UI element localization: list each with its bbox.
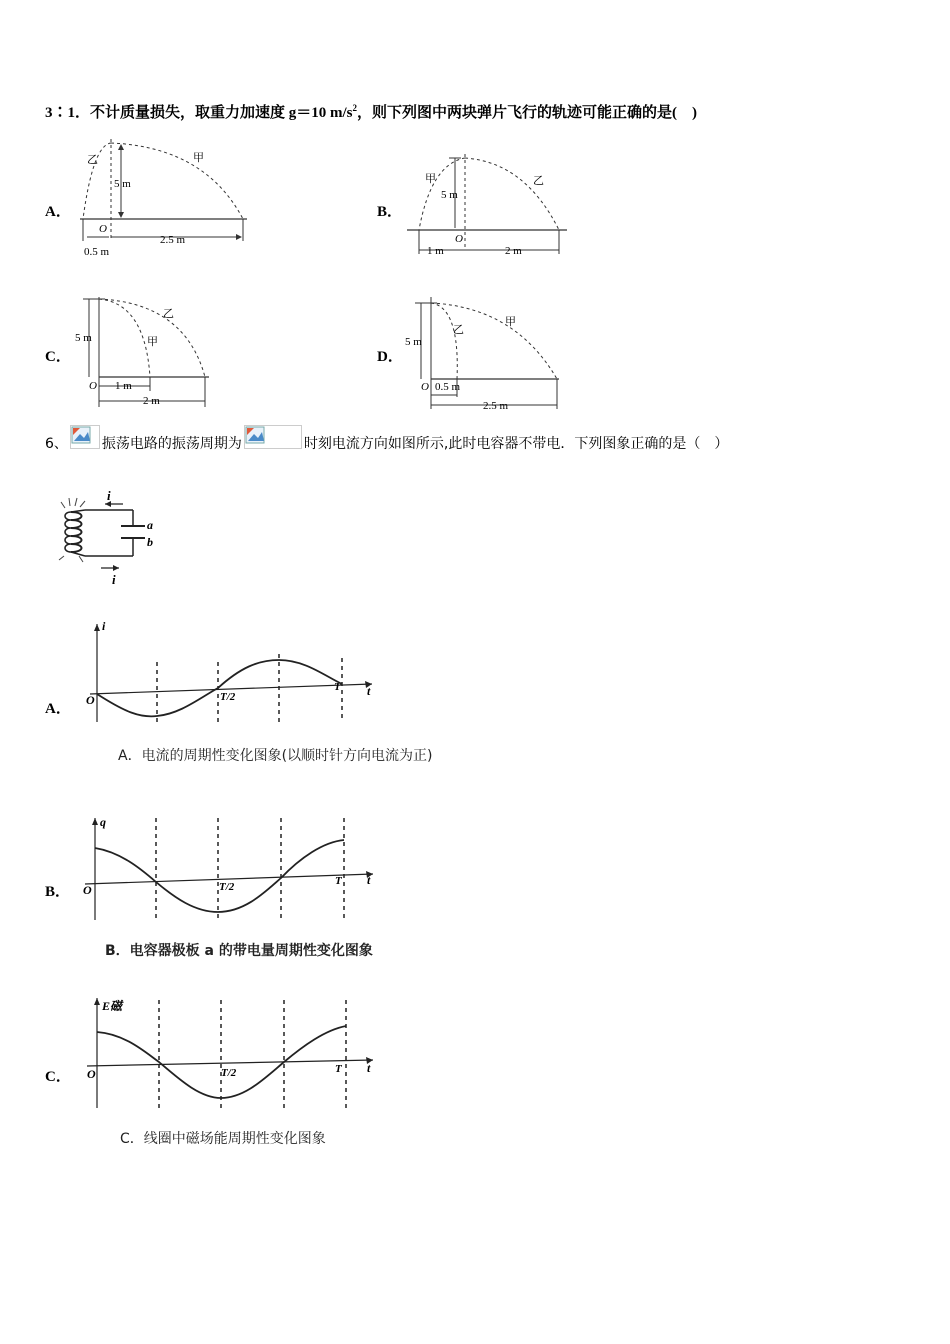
q6-c-xlabel: t bbox=[367, 1061, 371, 1075]
q5-text-sup: 2 bbox=[352, 103, 358, 113]
q5-option-b-diagram bbox=[405, 150, 575, 260]
q5-option-b-label: B． bbox=[377, 204, 403, 220]
lc-circuit-diagram bbox=[55, 488, 165, 588]
q5-text-pre: 3∶1．不计质量损失，取重力加速度 g＝10 m/s bbox=[45, 105, 353, 121]
q6-b-period: T bbox=[335, 875, 342, 887]
q6-option-b-graph bbox=[75, 812, 380, 924]
q5-d-far-label: 2.5 m bbox=[483, 400, 509, 412]
q5-a-curve1-label: 乙 bbox=[87, 154, 98, 166]
q5-text-post: ，则下列图中两块弹片飞行的轨迹可能正确的是( ) bbox=[357, 105, 698, 121]
broken-image-icon bbox=[70, 425, 100, 449]
q5-a-curve2-label: 甲 bbox=[193, 152, 204, 164]
q6-option-b-label: B． bbox=[45, 884, 71, 900]
q6-a-ylabel: i bbox=[102, 619, 106, 633]
q6-option-c-label: C． bbox=[45, 1069, 71, 1085]
q5-b-height-label: 5 m bbox=[441, 189, 458, 201]
q6-text-mid: 振荡电路的振荡周期为 bbox=[101, 436, 242, 452]
q5-a-origin: O bbox=[99, 223, 107, 235]
q5-c-mid-label: 1 m bbox=[115, 380, 132, 392]
q5-d-curve1-label: 乙 bbox=[453, 324, 464, 336]
circuit-current-top-label: i bbox=[107, 488, 111, 503]
q5-d-height-label: 5 m bbox=[405, 336, 422, 348]
plate-a-label: a bbox=[147, 518, 153, 532]
q6-option-a-graph bbox=[80, 618, 380, 726]
q6-c-half-period: T/2 bbox=[221, 1067, 237, 1079]
q6-number: 6、 bbox=[45, 436, 68, 452]
q6-option-a-label: A． bbox=[45, 701, 71, 717]
q5-option-d-label: D． bbox=[377, 349, 403, 365]
q6-a-caption: A．电流的周期性变化图象(以顺时针方向电流为正) bbox=[118, 748, 433, 764]
q5-a-right-label: 2.5 m bbox=[160, 234, 186, 246]
q6-b-origin: O bbox=[83, 883, 92, 897]
q6-a-xlabel: t bbox=[367, 684, 371, 698]
q6-b-xlabel: t bbox=[367, 873, 371, 887]
q5-option-c-diagram bbox=[75, 293, 215, 411]
q5-a-left-label: 0.5 m bbox=[84, 246, 110, 258]
plate-b-label: b bbox=[147, 535, 153, 549]
q5-d-curve2-label: 甲 bbox=[505, 316, 516, 328]
q6-b-caption: B．电容器极板 a 的带电量周期性变化图象 bbox=[105, 943, 373, 959]
q5-d-mid-label: 0.5 m bbox=[435, 381, 461, 393]
q6-text-post: 时刻电流方向如图所示,此时电容器不带电．下列图象正确的是（ ） bbox=[303, 436, 729, 452]
q5-d-origin: O bbox=[421, 381, 429, 393]
q5-c-far-label: 2 m bbox=[143, 395, 160, 407]
q5-option-d-diagram bbox=[405, 293, 565, 413]
q6-c-origin: O bbox=[87, 1067, 96, 1081]
circuit-current-bottom-label: i bbox=[112, 572, 116, 587]
q5-option-c-label: C． bbox=[45, 349, 71, 365]
q5-c-origin: O bbox=[89, 380, 97, 392]
q5-option-a-label: A． bbox=[45, 204, 71, 220]
q6-c-period: T bbox=[335, 1063, 342, 1075]
q5-text bbox=[45, 101, 697, 122]
q6-a-period: T bbox=[334, 681, 341, 693]
q6-text bbox=[45, 431, 728, 455]
q5-a-height-label: 5 m bbox=[114, 178, 131, 190]
q5-b-origin: O bbox=[455, 233, 463, 245]
q6-a-origin: O bbox=[86, 693, 95, 707]
broken-image-icon bbox=[244, 425, 302, 449]
q6-b-ylabel: q bbox=[100, 815, 106, 829]
q6-c-ylabel: E磁 bbox=[102, 999, 123, 1013]
q6-option-c-graph bbox=[75, 990, 380, 1112]
q6-a-half-period: T/2 bbox=[220, 691, 236, 703]
q6-b-half-period: T/2 bbox=[219, 881, 235, 893]
q5-c-curve2-label: 甲 bbox=[147, 336, 158, 348]
q5-b-right-label: 2 m bbox=[505, 245, 522, 257]
q5-b-left-label: 1 m bbox=[427, 245, 444, 257]
q5-b-curve2-label: 乙 bbox=[533, 175, 544, 187]
q5-c-curve1-label: 乙 bbox=[163, 308, 174, 320]
q6-c-caption: C．线圈中磁场能周期性变化图象 bbox=[120, 1131, 326, 1147]
q5-option-a-diagram bbox=[75, 135, 255, 260]
q5-b-curve1-label: 甲 bbox=[425, 173, 436, 185]
q5-c-height-label: 5 m bbox=[75, 332, 92, 344]
